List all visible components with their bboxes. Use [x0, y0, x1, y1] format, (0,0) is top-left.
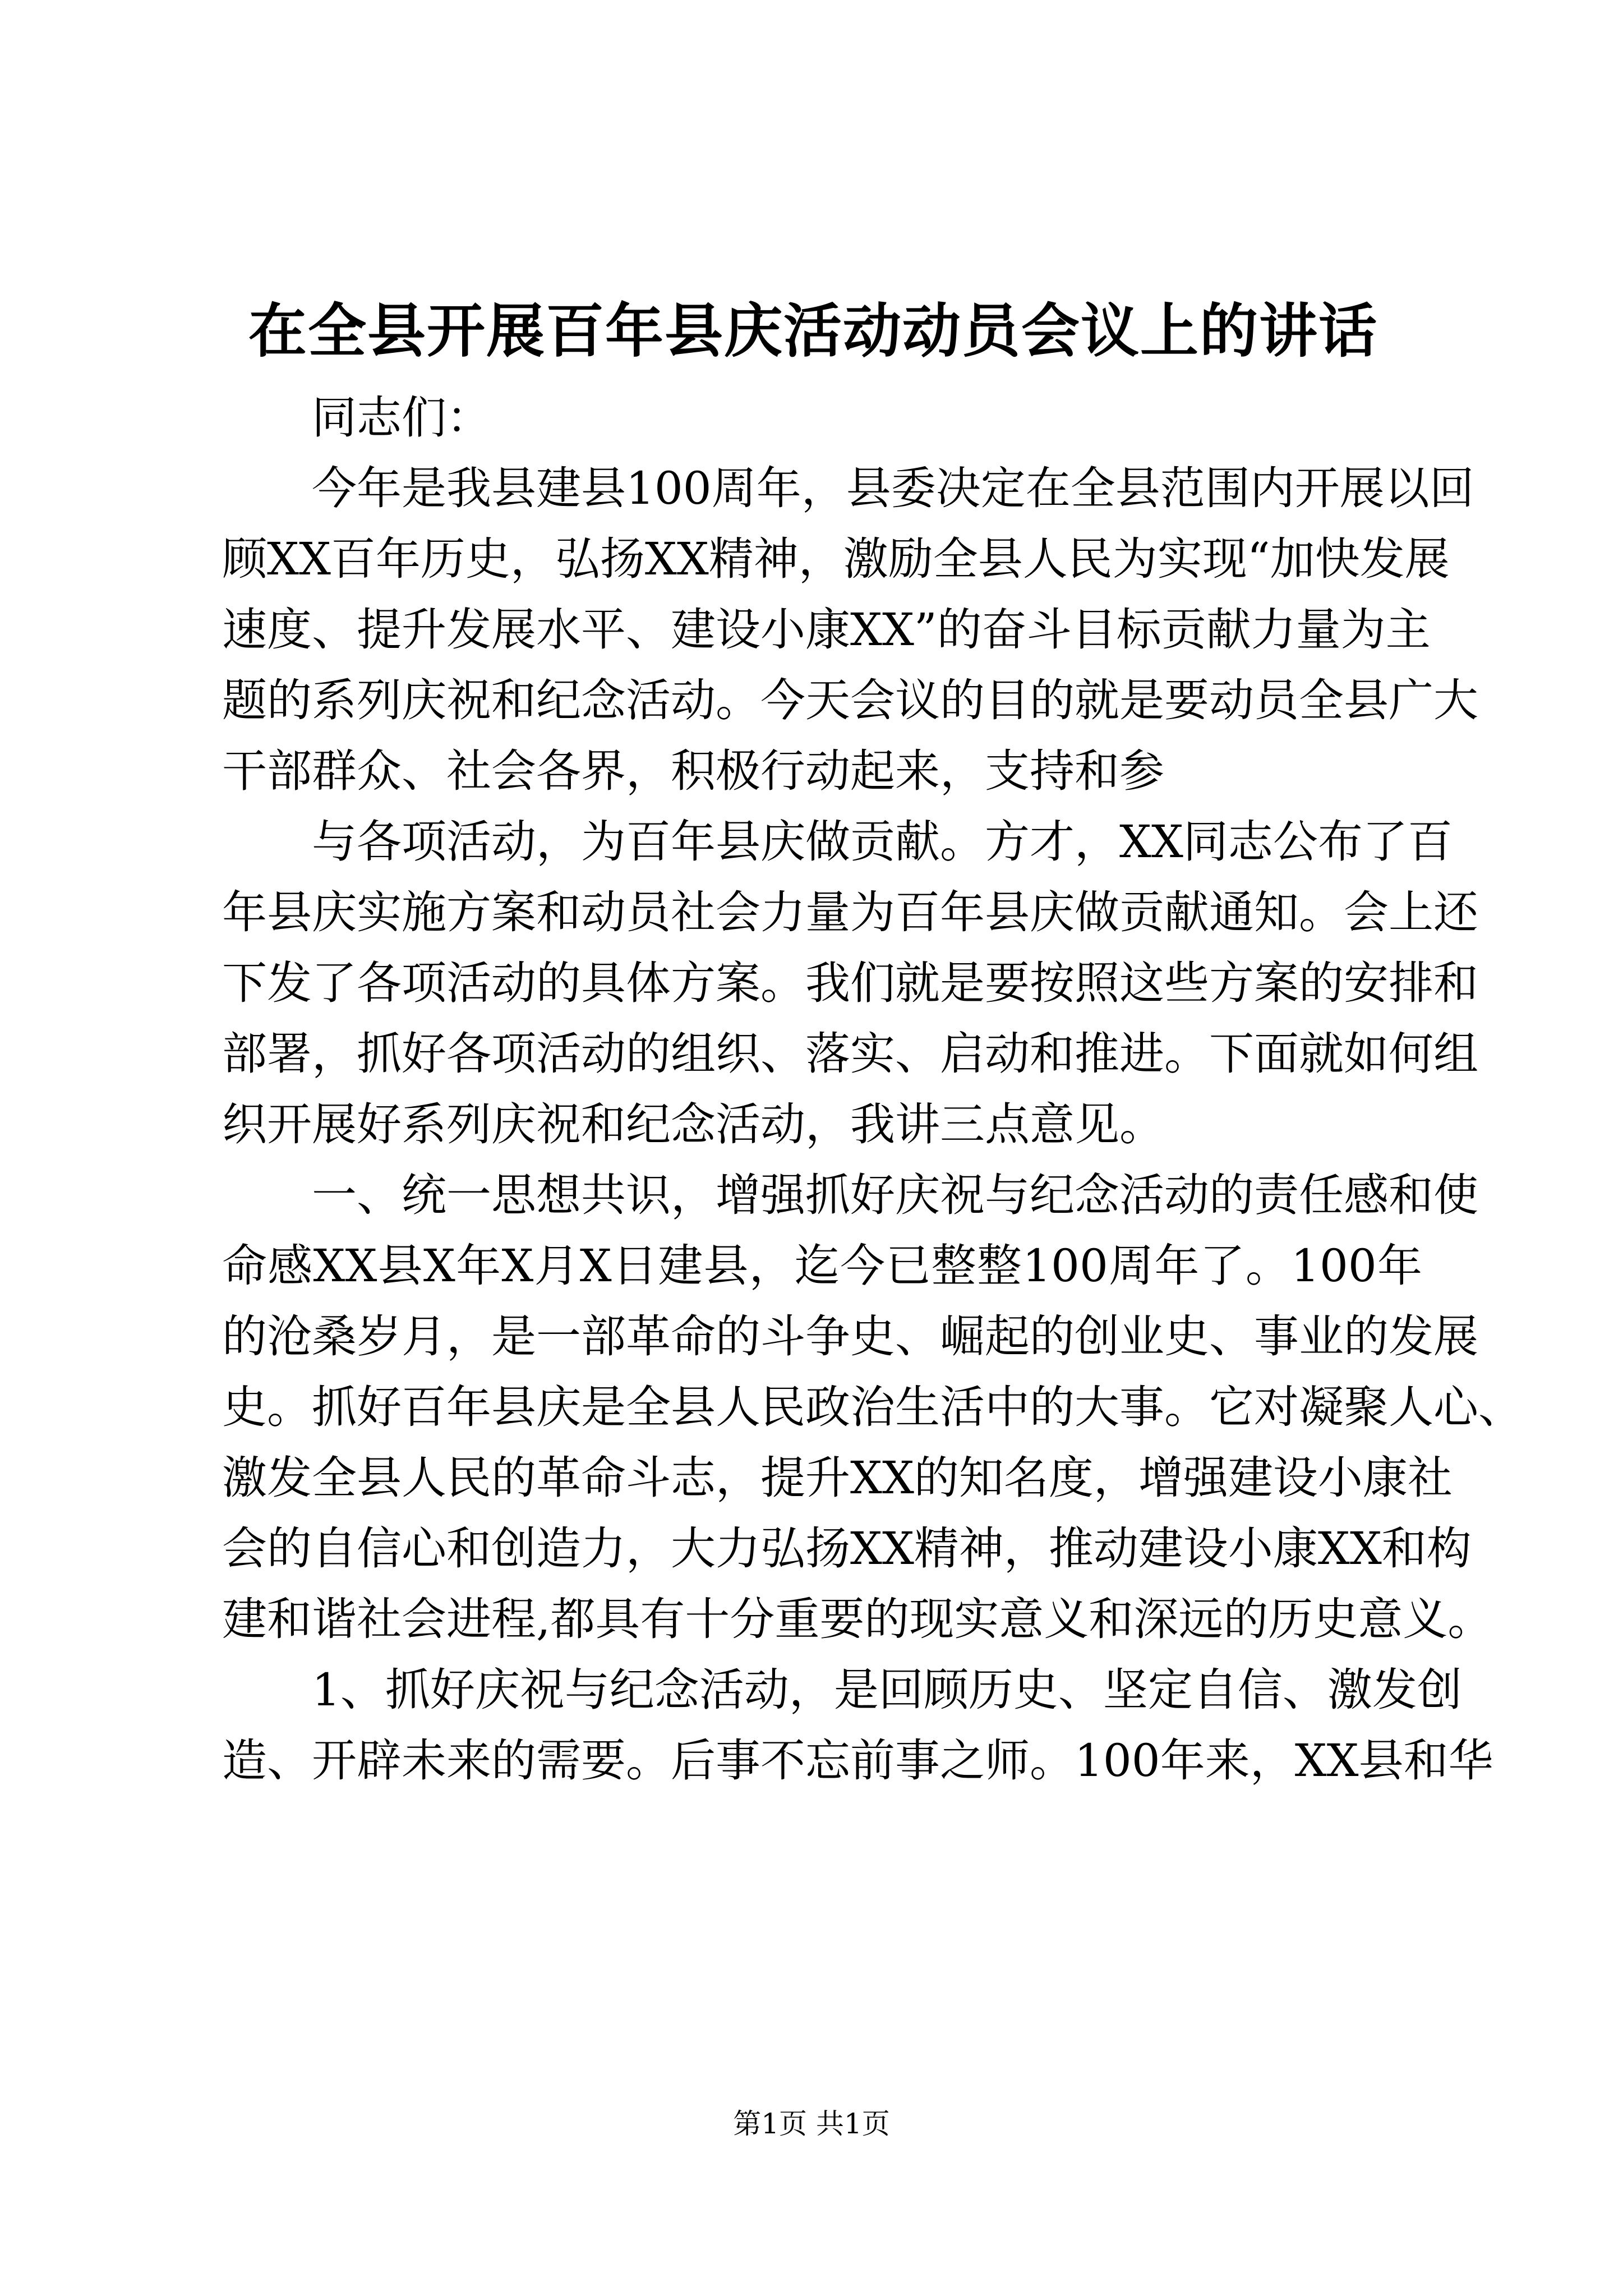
text-line: 同志们： [312, 392, 491, 444]
document-title: 在全县开展百年县庆活动动员会议上的讲话 [248, 296, 1378, 365]
text-line: 1、抓好庆祝与纪念活动，是回顾历史、坚定自信、激发创 [312, 1664, 1462, 1716]
text-line: 的沧桑岁月，是一部革命的斗争史、崛起的创业史、事业的发展 [222, 1310, 1478, 1363]
text-line: 命感XX县X年X月X日建县，迄今已整整100周年了。100年 [222, 1240, 1422, 1292]
text-line: 今年是我县建县100周年，县委决定在全县范围内开展以回 [312, 462, 1474, 514]
text-line: 与各项活动，为百年县庆做贡献。方才，XX同志公布了百 [312, 816, 1453, 868]
text-line: 会的自信心和创造力，大力弘扬XX精神，推动建设小康XX和构 [222, 1522, 1472, 1575]
text-line: 年县庆实施方案和动员社会力量为百年县庆做贡献通知。会上还 [222, 886, 1478, 938]
text-line: 织开展好系列庆祝和纪念活动，我讲三点意见。 [222, 1098, 1164, 1151]
page-footer: 第1页 共1页 [733, 2108, 890, 2140]
document-body [222, 383, 1523, 1796]
text-line: 激发全县人民的革命斗志，提升XX的知名度，增强建设小康社 [222, 1452, 1453, 1504]
text-line: 造、开辟未来的需要。后事不忘前事之师。100年来，XX县和华 [222, 1734, 1493, 1787]
text-line: 史。抓好百年县庆是全县人民政治生活中的大事。它对凝聚人心、 [222, 1381, 1523, 1433]
text-line: 一、统一思想共识，增强抓好庆祝与纪念活动的责任感和使 [312, 1169, 1478, 1221]
text-line: 下发了各项活动的具体方案。我们就是要按照这些方案的安排和 [222, 957, 1478, 1009]
text-line: 顾XX百年历史，弘扬XX精神，激励全县人民为实现“加快发展 [222, 533, 1450, 585]
text-line: 建和谐社会进程,都具有十分重要的现实意义和深远的历史意义。 [222, 1593, 1493, 1645]
text-line: 题的系列庆祝和纪念活动。今天会议的目的就是要动员全县广大 [222, 674, 1478, 726]
text-line: 速度、提升发展水平、建设小康XX”的奋斗目标贡献力量为主 [222, 604, 1431, 656]
text-line: 部署，抓好各项活动的组织、落实、启动和推进。下面就如何组 [222, 1028, 1478, 1080]
text-line: 干部群众、社会各界，积极行动起来，支持和参 [222, 745, 1164, 797]
